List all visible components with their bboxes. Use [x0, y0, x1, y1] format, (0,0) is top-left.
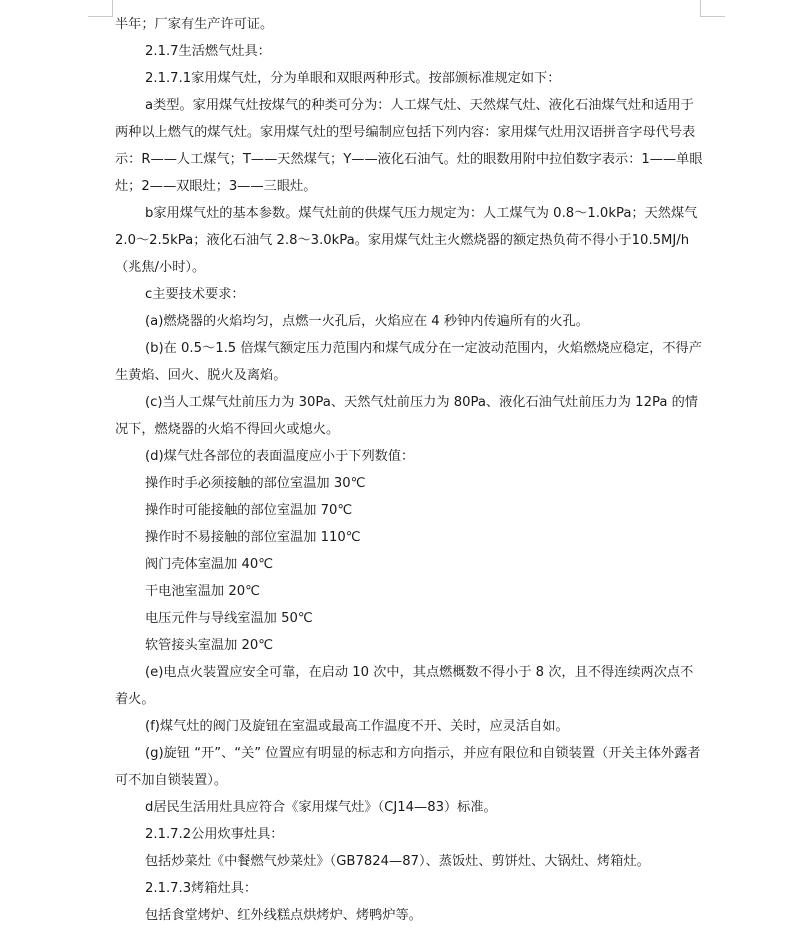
page-corner-mark-left [88, 0, 113, 17]
paragraph: 阀门壳体室温加 40℃ [145, 557, 274, 572]
paragraph: (e)电点火装置应安全可靠，在启动 10 次中，其点燃概数不得小于 8 次，且不得连续两次点不着火。 [115, 665, 694, 707]
paragraph: 操作时不易接触的部位室温加 110℃ [145, 530, 361, 545]
paragraph: (a)燃烧器的火焰均匀，点燃一火孔后，火焰应在 4 秒钟内传遍所有的火孔。 [145, 314, 589, 329]
paragraph: (b)在 0.5～1.5 倍煤气额定压力范围内和煤气成分在一定波动范围内，火焰燃烧应稳定，不得产生黄焰、回火、脱火及离焰。 [115, 341, 702, 383]
document-page [115, 11, 705, 929]
paragraph: 操作时手必须接触的部位室温加 30℃ [145, 476, 366, 491]
paragraph: d居民生活用灶具应符合《家用煤气灶》（CJ14—83）标准。 [145, 800, 497, 815]
paragraph: 半年；厂家有生产许可证。 [115, 17, 274, 32]
paragraph: 操作时可能接触的部位室温加 70℃ [145, 503, 353, 518]
paragraph: a类型。家用煤气灶按煤气的种类可分为：人工煤气灶、天然煤气灶、液化石油煤气灶和适用于两种以上燃气的煤气灶。家用煤气灶的型号编制应包括下列内容：家用煤气灶用汉语拼音字母代号表示：R——人工煤气；T——天然煤气；Y——液化石油气。灶的眼数用附中拉伯数字表示：1——单眼灶；2——双眼灶；3——三眼灶。 [115, 98, 703, 194]
paragraph: b家用煤气灶的基本参数。煤气灶前的供煤气压力规定为：人工煤气为 0.8～1.0kPa；天然煤气 2.0～2.5kPa；液化石油气 2.8～3.0kPa。家用煤气灶主火燃烧器的额定热负荷不得小于10.5MJ/h（兆焦/小时）。 [115, 206, 698, 275]
paragraph: 2.1.7.1家用煤气灶，分为单眼和双眼两种形式。按部颁标准规定如下： [145, 71, 561, 86]
paragraph: 2.1.7.3烤箱灶具： [145, 881, 258, 896]
paragraph: 软管接头室温加 20℃ [145, 638, 274, 653]
paragraph: (d)煤气灶各部位的表面温度应小于下列数值： [145, 449, 415, 464]
paragraph: c主要技术要求： [145, 287, 245, 302]
paragraph: 包括炒菜灶《中餐燃气炒菜灶》（GB7824—87）、蒸饭灶、剪饼灶、大锅灶、烤箱灶。 [145, 854, 650, 869]
paragraph: (c)当人工煤气灶前压力为 30Pa、天然气灶前压力为 80Pa、液化石油气灶前压力为 12Pa 的情况下，燃烧器的火焰不得回火或熄火。 [115, 395, 698, 437]
paragraph: 包括食堂烤炉、红外线糕点烘烤炉、烤鸭炉等。 [145, 908, 422, 923]
paragraph: (f)煤气灶的阀门及旋钮在室温或最高工作温度不开、关时，应灵活自如。 [145, 719, 569, 734]
paragraph: 电压元件与导线室温加 50℃ [145, 611, 313, 626]
paragraph: (g)旋钮 “开”、“关” 位置应有明显的标志和方向指示，并应有限位和自锁装置（开关主体外露者可不加自锁装置）。 [115, 746, 701, 788]
paragraph: 2.1.7.2公用炊事灶具： [145, 827, 284, 842]
paragraph: 2.1.7生活燃气灶具： [145, 44, 271, 59]
paragraph: 干电池室温加 20℃ [145, 584, 260, 599]
